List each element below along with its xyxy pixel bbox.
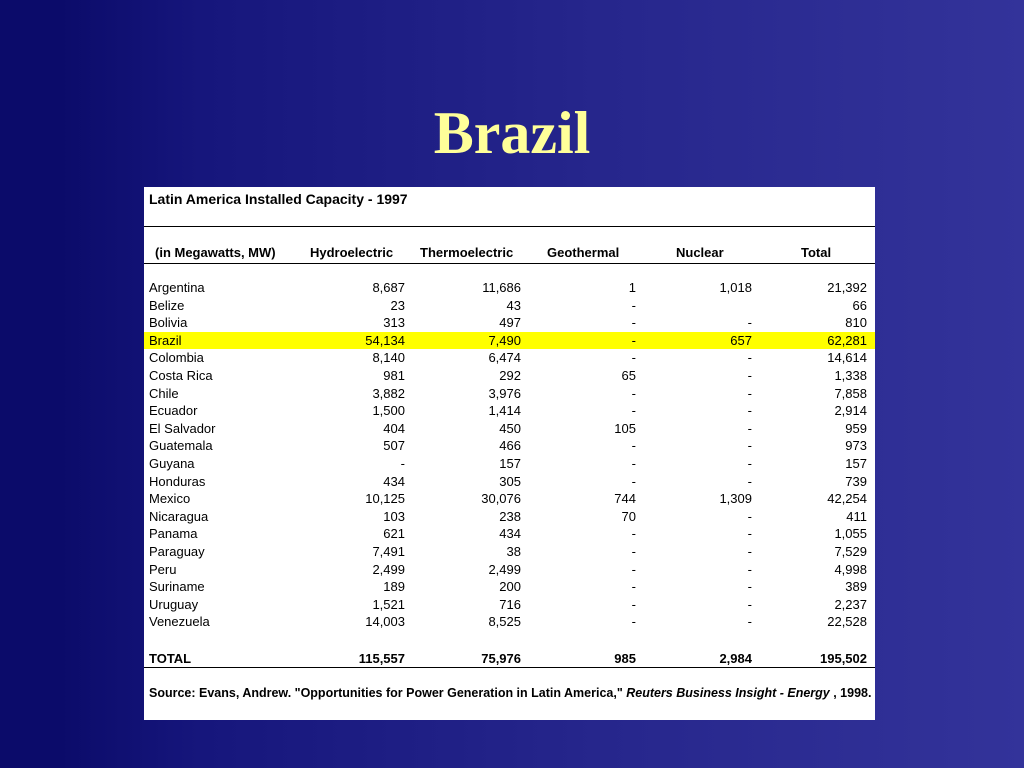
total-cell: 7,529 [834,543,867,559]
nuclear-cell: - [747,508,752,524]
geothermal-cell: - [631,579,636,595]
nuclear-cell: - [747,579,752,595]
thermoelectric-cell: 238 [499,508,521,524]
total-cell: 2,237 [834,596,867,612]
geothermal-cell: 1 [628,280,636,295]
column-header-geothermal: Geothermal [547,245,620,260]
thermoelectric-cell: 200 [499,579,521,595]
totals-row [144,650,875,668]
table-row [144,596,875,614]
table-row [144,525,875,543]
totals-hydroelectric: 115,557 [358,651,405,666]
table-row [144,349,875,367]
thermoelectric-cell: 7,490 [488,332,521,348]
hydroelectric-cell: - [400,455,405,471]
nuclear-cell: - [747,350,752,366]
hydroelectric-cell: 1,521 [372,596,405,612]
table-row [144,367,875,385]
table-row [144,613,875,631]
hydroelectric-cell: 14,003 [365,614,405,630]
nuclear-cell: - [747,473,752,489]
nuclear-cell: - [747,385,752,401]
country-cell: Panama [149,526,198,542]
table-row [144,543,875,561]
thermoelectric-cell: 8,525 [488,614,521,630]
column-header-row [144,244,875,262]
table-row [144,561,875,579]
geothermal-cell: - [631,561,636,577]
geothermal-cell: - [631,315,636,331]
total-cell: 1,338 [834,367,867,383]
table-row [144,578,875,596]
country-cell: Costa Rica [149,367,213,383]
heading-rule [144,226,875,227]
totals-thermoelectric: 75,976 [481,651,521,666]
thermoelectric-cell: 38 [506,543,521,559]
table-row [144,490,875,508]
country-cell: Paraguay [149,543,205,559]
total-cell: 4,998 [834,561,867,577]
hydroelectric-cell: 2,499 [372,561,405,577]
thermoelectric-cell: 43 [506,297,521,313]
geothermal-cell: - [631,350,636,366]
total-cell: 7,858 [834,385,867,401]
total-cell: 739 [845,473,867,489]
thermoelectric-cell: 157 [499,455,521,471]
hydroelectric-cell: 981 [383,367,405,383]
table-row [144,473,875,491]
thermoelectric-cell: 2,499 [488,561,521,577]
country-cell: Belize [149,297,185,313]
geothermal-cell: - [631,297,636,313]
hydroelectric-cell: 10,125 [365,491,405,507]
total-cell: 389 [845,579,867,595]
geothermal-cell: - [631,403,636,419]
geothermal-cell: 744 [614,491,636,507]
table-heading: Latin America Installed Capacity - 1997 [149,191,408,207]
thermoelectric-cell: 466 [499,438,521,454]
geothermal-cell: - [631,385,636,401]
thermoelectric-cell: 1,414 [488,403,521,419]
hydroelectric-cell: 621 [383,526,405,542]
column-header-hydroelectric: Hydroelectric [310,245,394,260]
total-cell: 22,528 [827,614,867,630]
nuclear-cell: - [747,526,752,542]
country-cell: Bolivia [149,315,188,331]
country-cell: Peru [149,561,177,577]
country-cell: Argentina [149,280,205,295]
table-row [144,279,875,297]
hydroelectric-cell: 507 [383,438,405,454]
nuclear-cell: - [747,614,752,630]
nuclear-cell: - [747,367,752,383]
nuclear-cell: - [747,403,752,419]
nuclear-cell: - [747,455,752,471]
thermoelectric-cell: 3,976 [488,385,521,401]
totals-rule [144,667,875,668]
hydroelectric-cell: 7,491 [372,543,405,559]
country-cell: Uruguay [149,596,199,612]
total-cell: 66 [852,297,867,313]
nuclear-cell: 1,309 [719,491,752,507]
hydroelectric-cell: 54,134 [365,332,405,348]
total-cell: 810 [845,315,867,331]
total-cell: 973 [845,438,867,454]
source-prefix: Source: Evans, Andrew. "Opportunities for Power Generation in Latin America," [149,686,627,700]
table-row [144,455,875,473]
totals-nuclear: 2,984 [719,651,752,666]
thermoelectric-cell: 305 [499,473,521,489]
country-cell: Venezuela [149,614,210,630]
nuclear-cell: - [747,315,752,331]
hydroelectric-cell: 8,140 [372,350,405,366]
total-cell: 42,254 [827,491,867,507]
geothermal-cell: 65 [621,367,636,383]
geothermal-cell: 70 [621,508,636,524]
nuclear-cell: - [747,596,752,612]
nuclear-cell: - [747,561,752,577]
thermoelectric-cell: 497 [499,315,521,331]
geothermal-cell: - [631,526,636,542]
country-cell: Ecuador [149,403,198,419]
country-cell: El Salvador [149,420,216,436]
geothermal-cell: 105 [614,420,636,436]
total-cell: 21,392 [827,280,867,295]
hydroelectric-cell: 1,500 [372,403,405,419]
country-cell: Mexico [149,491,191,507]
table-row [144,297,875,315]
source-note [149,685,875,703]
geothermal-cell: - [631,438,636,454]
thermoelectric-cell: 6,474 [488,350,521,366]
table-row [144,385,875,403]
total-cell: 62,281 [827,332,867,348]
table-row [144,402,875,420]
total-cell: 14,614 [827,350,867,366]
totals-geothermal: 985 [614,651,636,666]
nuclear-cell: - [747,438,752,454]
country-cell: Chile [149,385,179,401]
capacity-table [144,187,875,720]
totals-label: TOTAL [149,651,192,666]
hydroelectric-cell: 23 [390,297,405,313]
hydroelectric-cell: 404 [383,420,405,436]
table-row-highlighted [144,332,875,350]
table-body [144,279,875,631]
country-cell: Honduras [149,473,206,489]
country-cell: Colombia [149,350,204,366]
table-row [144,437,875,455]
thermoelectric-cell: 30,076 [481,491,521,507]
column-header-units: (in Megawatts, MW) [155,245,276,260]
geothermal-cell: - [631,473,636,489]
country-cell: Guyana [149,455,195,471]
geothermal-cell: - [631,614,636,630]
table-row [144,420,875,438]
hydroelectric-cell: 189 [383,579,405,595]
nuclear-cell: - [747,543,752,559]
geothermal-cell: - [631,455,636,471]
country-cell: Guatemala [149,438,213,454]
thermoelectric-cell: 450 [499,420,521,436]
totals-total: 195,502 [820,651,867,666]
nuclear-cell: 1,018 [719,280,752,295]
hydroelectric-cell: 3,882 [372,385,405,401]
total-cell: 1,055 [834,526,867,542]
hydroelectric-cell: 8,687 [372,280,405,295]
geothermal-cell: - [631,596,636,612]
total-cell: 2,914 [834,403,867,419]
country-cell: Brazil [149,332,182,348]
column-header-nuclear: Nuclear [676,245,724,260]
geothermal-cell: - [631,543,636,559]
country-cell: Nicaragua [149,508,209,524]
thermoelectric-cell: 11,686 [482,280,521,295]
header-rule [144,263,875,264]
table-row [144,508,875,526]
thermoelectric-cell: 292 [499,367,521,383]
slide-title: Brazil [433,100,591,166]
source-publication: Reuters Business Insight - Energy [626,686,830,700]
hydroelectric-cell: 434 [383,473,405,489]
column-header-thermoelectric: Thermoelectric [420,245,514,260]
hydroelectric-cell: 103 [383,508,405,524]
thermoelectric-cell: 434 [499,526,521,542]
nuclear-cell: 657 [730,332,752,348]
nuclear-cell: - [747,420,752,436]
hydroelectric-cell: 313 [383,315,405,331]
country-cell: Suriname [149,579,205,595]
total-cell: 959 [845,420,867,436]
column-header-total: Total [801,245,832,260]
geothermal-cell: - [631,332,636,348]
thermoelectric-cell: 716 [499,596,521,612]
total-cell: 157 [845,455,867,471]
table-row [144,314,875,332]
source-suffix: , 1998. [829,686,872,700]
total-cell: 411 [846,508,867,524]
